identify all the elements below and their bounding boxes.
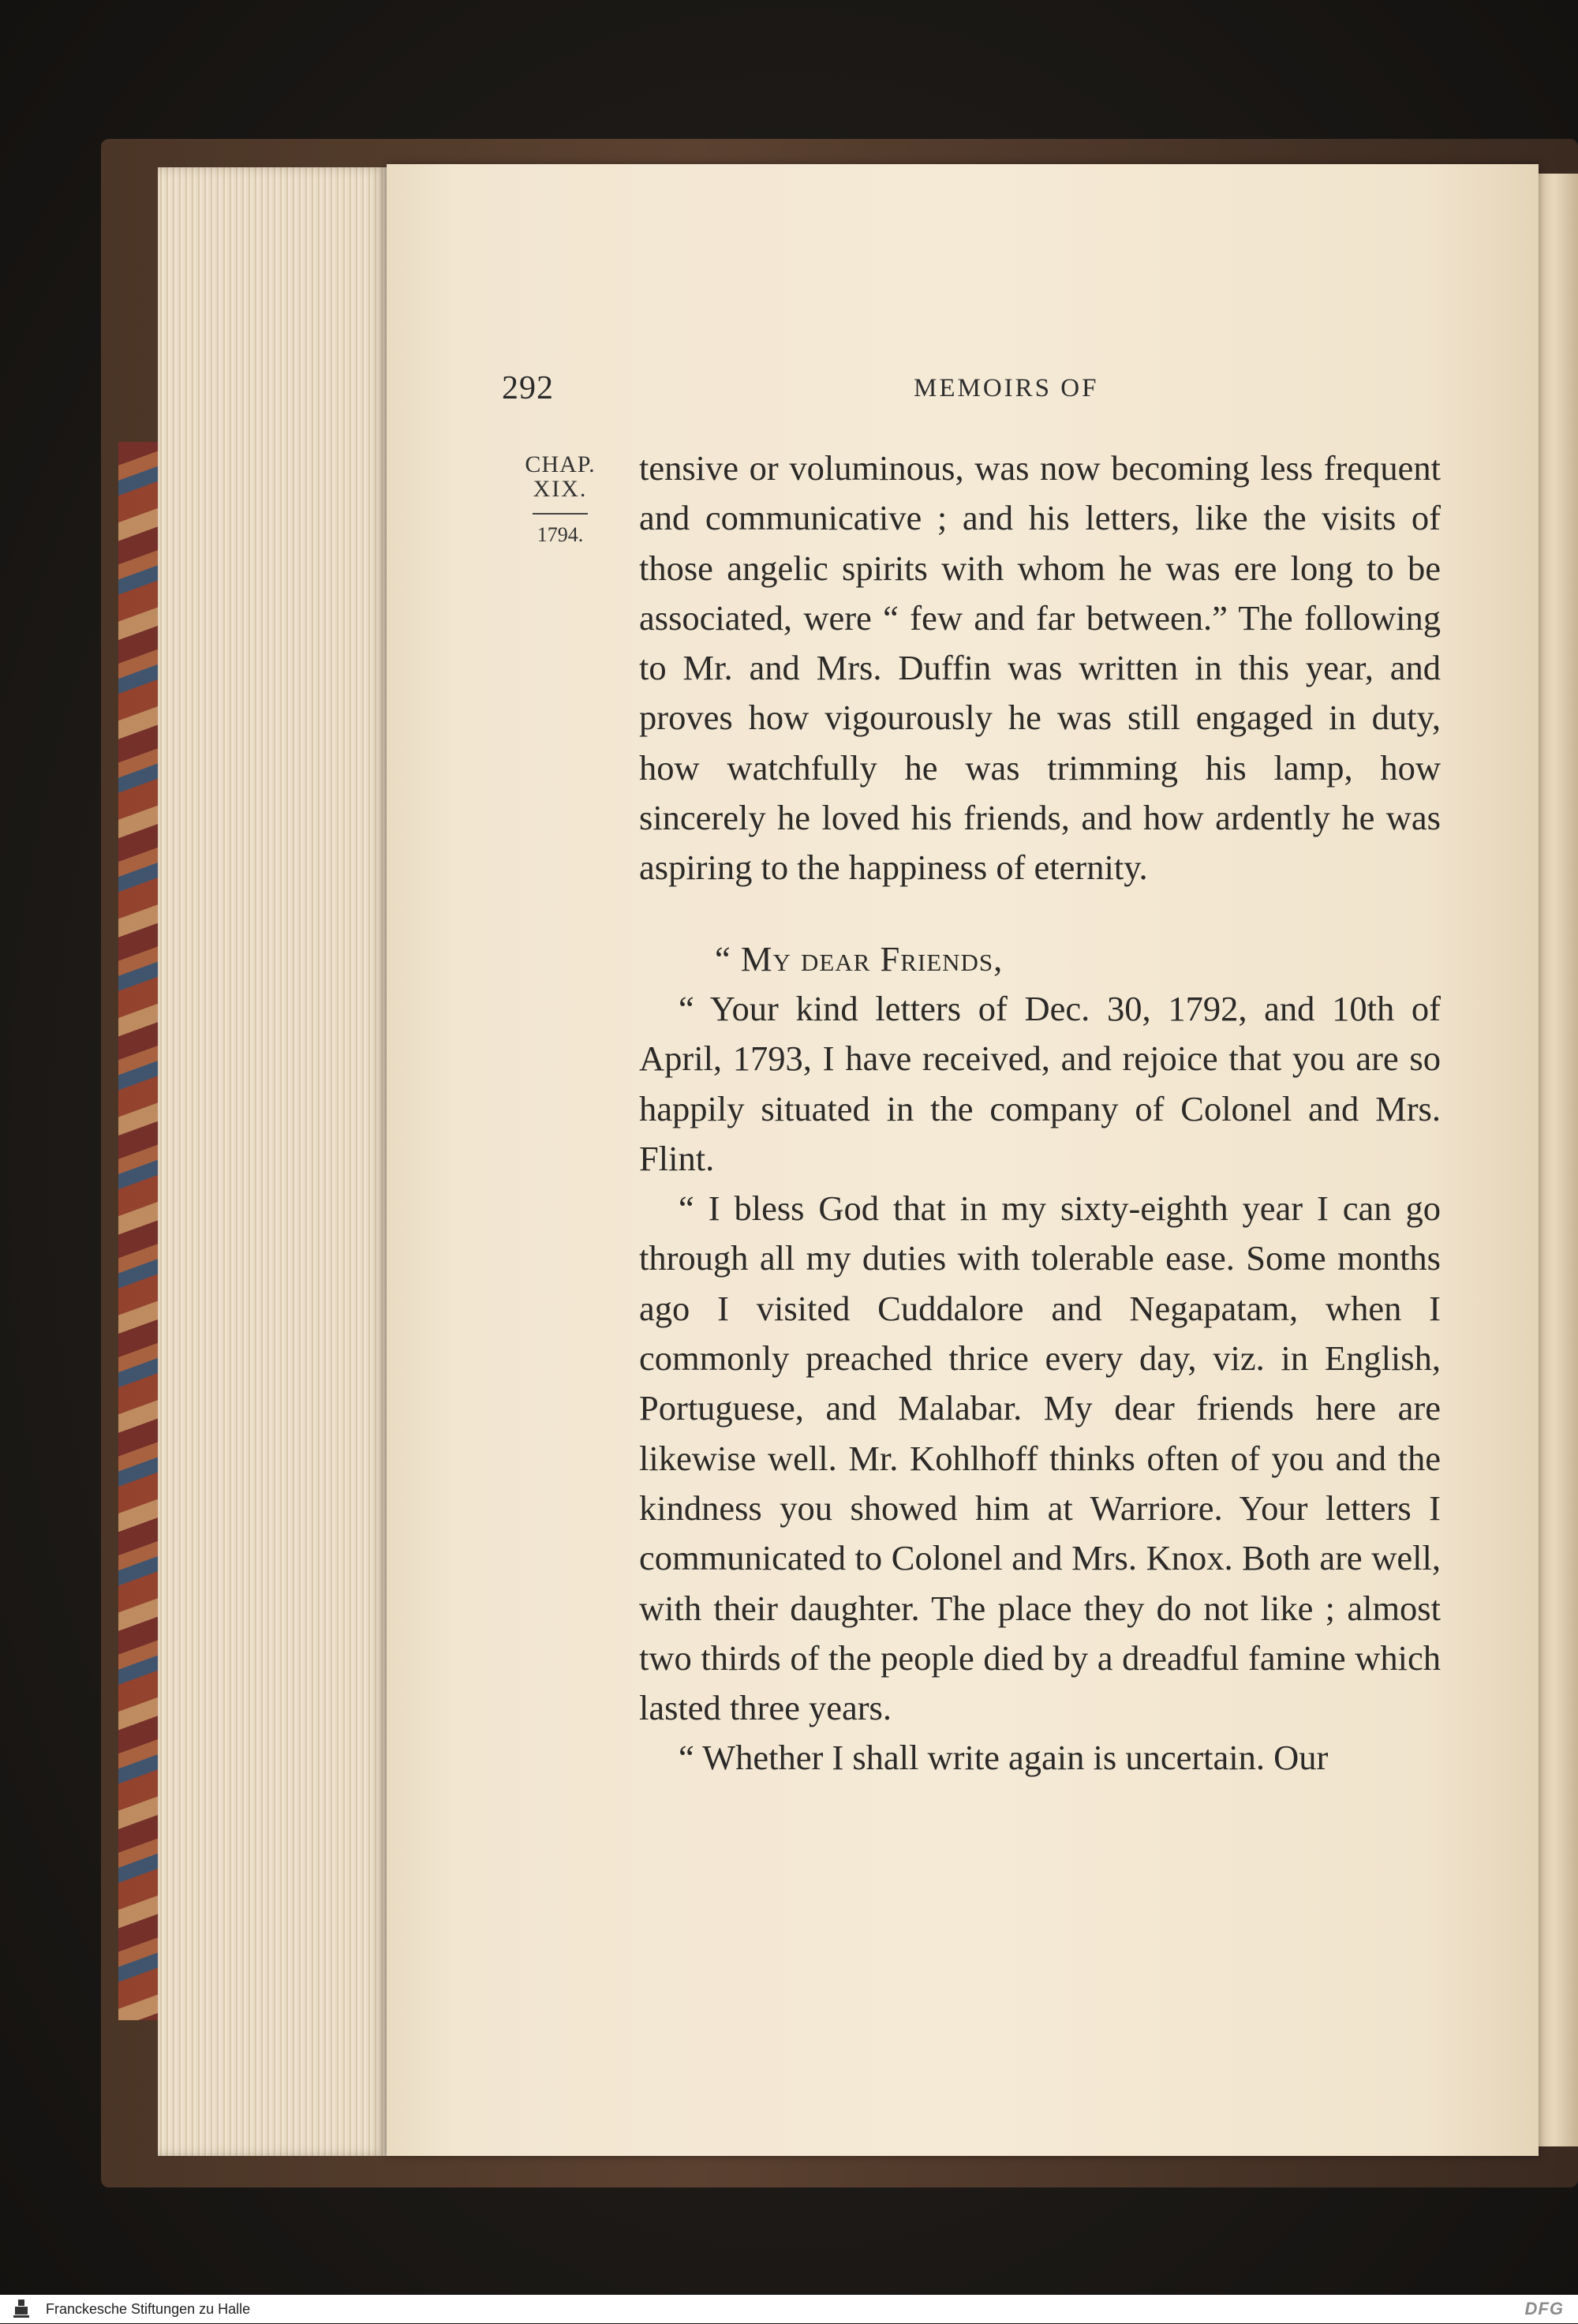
foundation-logo-icon xyxy=(11,2298,32,2320)
margin-rule xyxy=(533,513,588,515)
letter-salutation: “ My dear Friends, xyxy=(715,938,1004,979)
chapter-number: XIX. xyxy=(533,476,588,502)
paragraph-letters: “ Your kind letters of Dec. 30, 1792, and 10th of April, 1793, I have received, and rejoice that you are so happily situated in the company of Colonel and Mrs. Flint. xyxy=(639,988,1441,1178)
chapter-label: CHAP. xyxy=(525,451,596,477)
page-edges xyxy=(158,167,387,2156)
running-title: MEMOIRS OF xyxy=(914,374,1099,402)
running-head xyxy=(0,369,1578,417)
margin-year: 1794. xyxy=(537,523,584,546)
margin-note xyxy=(521,453,600,546)
paragraph-opening: tensive or voluminous, was now becoming less frequent and communicative ; and his letters, like the visits of those angelic spirits with whom he was ere long to be associated, were “ few and far between.” The following to Mr. and Mrs. Duffin was written in this year, and proves how vigourously he was still engaged in duty, how watchfully he was trimming his lamp, how sincerely he loved his friends, and how ardently he was aspiring to the happiness of eternity. xyxy=(639,448,1441,888)
page-number: 292 xyxy=(502,370,554,406)
paragraph-duties: “ I bless God that in my sixty-eighth year I can go through all my duties with tolerable ease. Some months ago I visited Cuddalore and Negapatam, when I commonly preached thrice every day, viz. in English, Portuguese, and Malabar. My dear friends here are likewise well. Mr. Kohlhoff thinks often of you and the kindness you showed him at Warriore. Your letters I communicated to Colonel and Mrs. Knox. Both are well, with their daughter. The place they do not like ; almost two thirds of the people died by a dreadful famine which lasted three years. xyxy=(639,1188,1441,1728)
body-text xyxy=(639,443,1441,1783)
footer-credit: Franckesche Stiftungen zu Halle xyxy=(46,2301,251,2317)
footer-bar xyxy=(0,2295,1578,2323)
facing-page-edge xyxy=(1539,174,1578,2146)
paragraph-closing: “ Whether I shall write again is uncertain. Our xyxy=(679,1738,1329,1778)
dfg-mark: DFG xyxy=(1524,2299,1564,2318)
